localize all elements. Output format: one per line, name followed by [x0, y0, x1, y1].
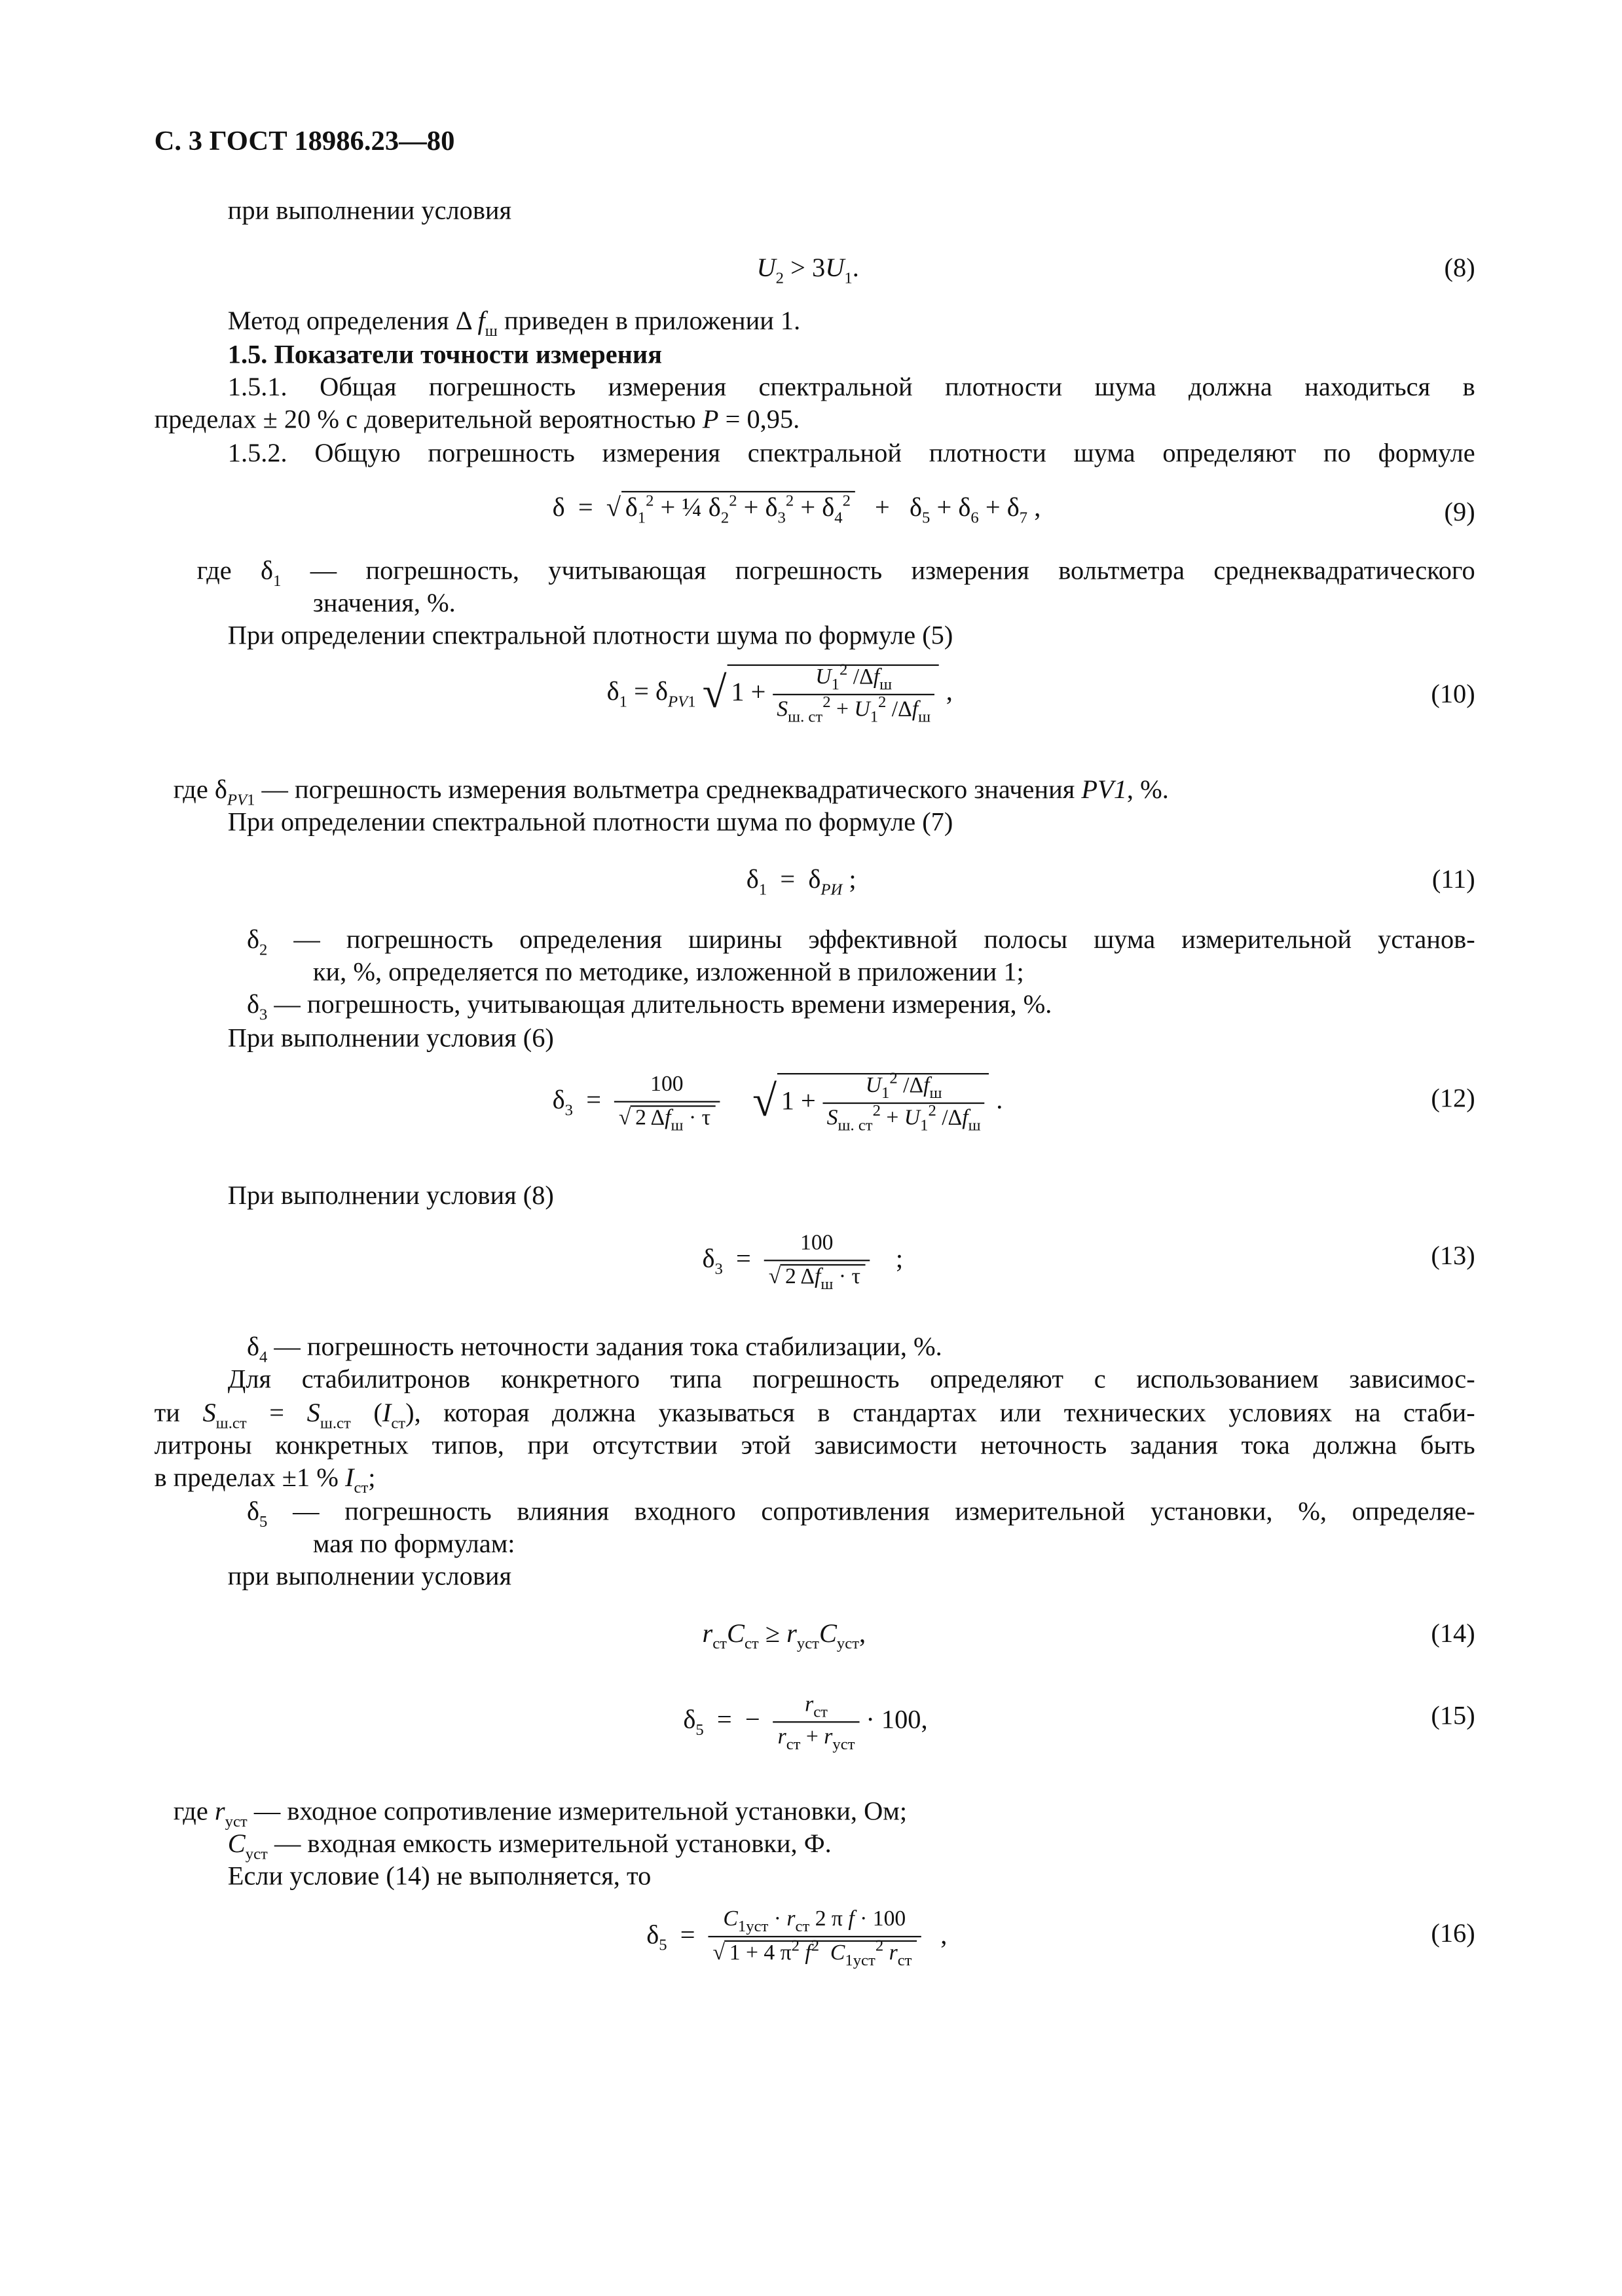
equation-14: $r_{ст}C_{ст} \ge r_{уст}C_{уст}$,	[702, 1618, 866, 1653]
equation-11: $\delta_1 = \delta_{PИ}$ ;	[746, 864, 857, 900]
text-line: при выполнении условия	[227, 195, 512, 225]
text-line: При определении спектральной плотности шума по формуле (7)	[227, 807, 953, 837]
text-line: Если условие (14) не выполняется, то	[227, 1861, 652, 1891]
equation-16: $\delta_5$ = $C_{1уст} \cdot r_{ст}$ 2 π f · 100 √ 1 + 4 $\pi^2$ $f^2$ $C_{1уст}^2$ $r_{ст}$ ,	[646, 1908, 948, 1970]
definition-line: где $\delta_{PV1}$ — погрешность измерения вольтметра среднеквадратического значения PV1, %.	[173, 774, 1169, 810]
equation-10: $\delta_1 = \delta_{PV1}$ √ 1 + $U_1^2$ $/\Delta f_ш$ $S_{ш. ст}^2 + U_1^2$ $/\Delta f_ш$ ,	[606, 661, 953, 727]
equation-number: (8)	[1444, 253, 1475, 283]
paragraph-line: Для стабилитронов конкретного типа погрешность определяют с использованием зависимос-	[227, 1364, 1475, 1394]
definition-line: $\delta_3$ — погрешность, учитывающая длительность времени измерения, %.	[246, 989, 1052, 1024]
text-line: Метод определения Δ $f_ш$ приведен в приложении 1.	[227, 306, 801, 340]
paragraph-line: литроны конкретных типов, при отсутствии этой зависимости неточность задания тока должна быть	[154, 1430, 1475, 1460]
paragraph-line: 1.5.2. Общую погрешность измерения спектральной плотности шума определяют по формуле	[227, 438, 1475, 467]
equation-number: (13)	[1431, 1240, 1475, 1270]
equation-number: (11)	[1431, 864, 1475, 894]
equation-number: (14)	[1431, 1618, 1475, 1648]
equation-number: (10)	[1431, 679, 1475, 709]
equation-number: (15)	[1431, 1700, 1475, 1730]
equation-12: $\delta_3$ = 100 √ 2 $\Delta f_ш \cdot \tau$ √ 1 + $U_1^2$ $/\Delta f_ш$ $S_{ш. ст}^2 + U_1^2$ $/\Delta f_ш$ .	[552, 1070, 1003, 1135]
page-header: С. 3 ГОСТ 18986.23—80	[154, 126, 455, 158]
equation-number: (9)	[1444, 496, 1475, 526]
definition-line: $\delta_5$ — погрешность влияния входного сопротивления измерительной установки, %, определяе-	[246, 1496, 1475, 1531]
section-heading: 1.5. Показатели точности измерения	[227, 339, 663, 369]
definition-line: где $r_{уст}$ — входное сопротивление измерительной установки, Ом;	[173, 1796, 908, 1831]
equation-number: (16)	[1431, 1918, 1475, 1948]
paragraph-line: ти $S_{ш.ст} = S_{ш.ст}$ $(I_{ст})$, которая должна указываться в стандартах или технических условиях на стаби-	[154, 1398, 1475, 1433]
text-line: При выполнении условия (6)	[227, 1023, 554, 1053]
definition-line: где $\delta_1$ — погрешность, учитывающая погрешность измерения вольтметра среднеквадратического	[196, 555, 1475, 591]
text-line: При определении спектральной плотности шума по формуле (5)	[227, 620, 953, 650]
equation-15: $\delta_5$ = − $r_{ст}$ $r_{ст} + r_{уст}$ · 100,	[683, 1693, 928, 1754]
paragraph-line: 1.5.1. Общая погрешность измерения спектральной плотности шума должна находиться в	[227, 372, 1475, 401]
definition-line: ки, %, определяется по методике, изложенной в приложении 1;	[312, 957, 1024, 987]
equation-13: $\delta_3$ = 100 √ 2 $\Delta f_ш \cdot \tau$ ;	[702, 1231, 904, 1294]
paragraph-line: в пределах ±1 % $I_{ст}$;	[154, 1462, 376, 1497]
text-line: при выполнении условия	[227, 1561, 512, 1591]
definition-line: $\delta_4$ — погрешность неточности задания тока стабилизации, %.	[246, 1332, 942, 1367]
equation-number: (12)	[1431, 1083, 1475, 1113]
equation-9: δ = √ $\delta_1^2$ + ¼ $\delta_2^2 + \delta_3^2 + \delta_4^2 + \delta_5 + \delta_6 + \delta_7$ ,	[553, 491, 1041, 523]
paragraph-line: пределах ± 20 % с доверительной вероятностью P = 0,95.	[154, 404, 800, 434]
definition-line: мая по формулам:	[312, 1529, 515, 1558]
equation-8: $U_2 > 3U_1$.	[756, 253, 859, 288]
definition-line: $C_{уст}$ — входная емкость измерительной установки, Ф.	[227, 1829, 832, 1864]
text-line: При выполнении условия (8)	[227, 1180, 554, 1210]
definition-line: значения, %.	[312, 588, 456, 617]
definition-line: $\delta_2$ — погрешность определения ширины эффективной полосы шума измерительной установ-	[246, 924, 1475, 960]
